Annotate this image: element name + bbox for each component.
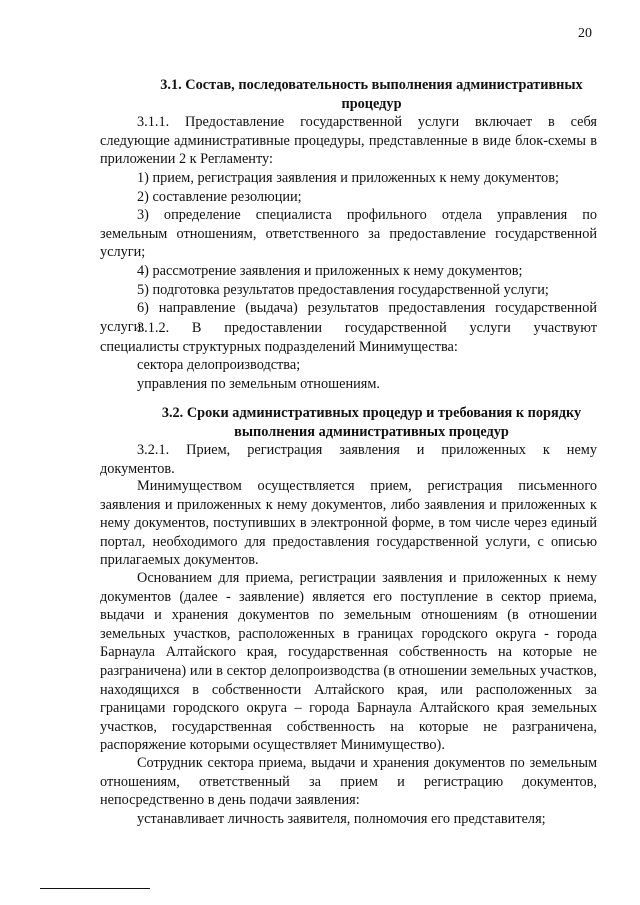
section-3-2-1 <box>100 441 597 478</box>
list-item-continuation: земельным отношениям, ответственного за предоставление государственной услуги; <box>100 225 597 261</box>
list-item: 1) прием, регистрация заявления и приложенных к нему документов; <box>137 170 559 186</box>
page-number: 20 <box>578 26 592 41</box>
list-item: 5) подготовка результатов предоставления государственной услуги; <box>137 281 549 298</box>
paragraph-3-1-1-rest: следующие административные процедуры, представленные в виде блок-схемы в приложении 2 к Регламенту: <box>100 132 597 168</box>
paragraph-3-1-2-first-line: 3.1.2. В предоставлении государственной услуги участвуют <box>137 320 597 336</box>
paragraph-reception: Минимуществом осуществляется прием, регистрация письменного заявления и приложенных к нему документов, либо заявления и приложенных к нему документов, поступивших в электронной форме, в том числе через единый портал, необходимого для предоставления государственной услуги, с описью прилагаемых документов. <box>100 478 597 569</box>
list-item-continuation: услуги. <box>100 318 145 335</box>
paragraph-3-2-1-first-line: 3.2.1. Прием, регистрация заявления и приложенных к нему <box>137 442 597 458</box>
list-item: 6) направление (выдача) результатов предоставления государственной <box>137 300 597 317</box>
paragraph-identity: устанавливает личность заявителя, полномочия его представителя; <box>137 811 546 827</box>
section-3-1-heading: 3.1. Состав, последовательность выполнения административных процедур <box>160 77 583 112</box>
list-item: 2) составление резолюции; <box>137 188 302 205</box>
procedures-list <box>100 169 597 336</box>
paragraph-3-2-1-rest: документов. <box>100 460 175 477</box>
footnote-rule <box>40 888 150 889</box>
section-3-1-1 <box>100 113 597 169</box>
list-item: 3) определение специалиста профильного отдела управления по <box>137 207 597 224</box>
paragraph-3-1-2-rest: специалисты структурных подразделений Минимущества: <box>100 338 458 355</box>
list-item: 4) рассмотрение заявления и приложенных к нему документов; <box>137 262 523 279</box>
paragraph-employee: Сотрудник сектора приема, выдачи и хранения документов по земельным отношениям, ответственный за прием и регистрацию документов, непосредственно в день подачи заявления: <box>100 755 597 809</box>
paragraph-basis: Основанием для приема, регистрации заявления и приложенных к нему документов (далее - заявление) является его поступление в сектор приема, выдачи и хранения документов по земельным отношениям (в отношении земельных участков, расположенных в границах городского округа - города Барнаула Алтайского края, государственная собственность на которые не разграничена) или в сектор делопроизводства (в отношении земельных участков, находящихся в собственности Алтайского края, или расположенных за границами городского округа – города Барнаула Алтайского края земельных участков, государственная собственность на которые не разграничена, распоряжение которыми осуществляет Минимущество). <box>100 570 597 754</box>
list-item: сектора делопроизводства; <box>137 357 301 374</box>
paragraph-3-1-1-first-line: 3.1.1. Предоставление государственной услуги включает в себя <box>137 114 597 130</box>
section-3-1-2 <box>100 319 597 393</box>
list-item: управления по земельным отношениям. <box>137 375 380 392</box>
section-3-2-heading: 3.2. Сроки административных процедур и требования к порядку выполнения административных процедур <box>161 405 582 440</box>
